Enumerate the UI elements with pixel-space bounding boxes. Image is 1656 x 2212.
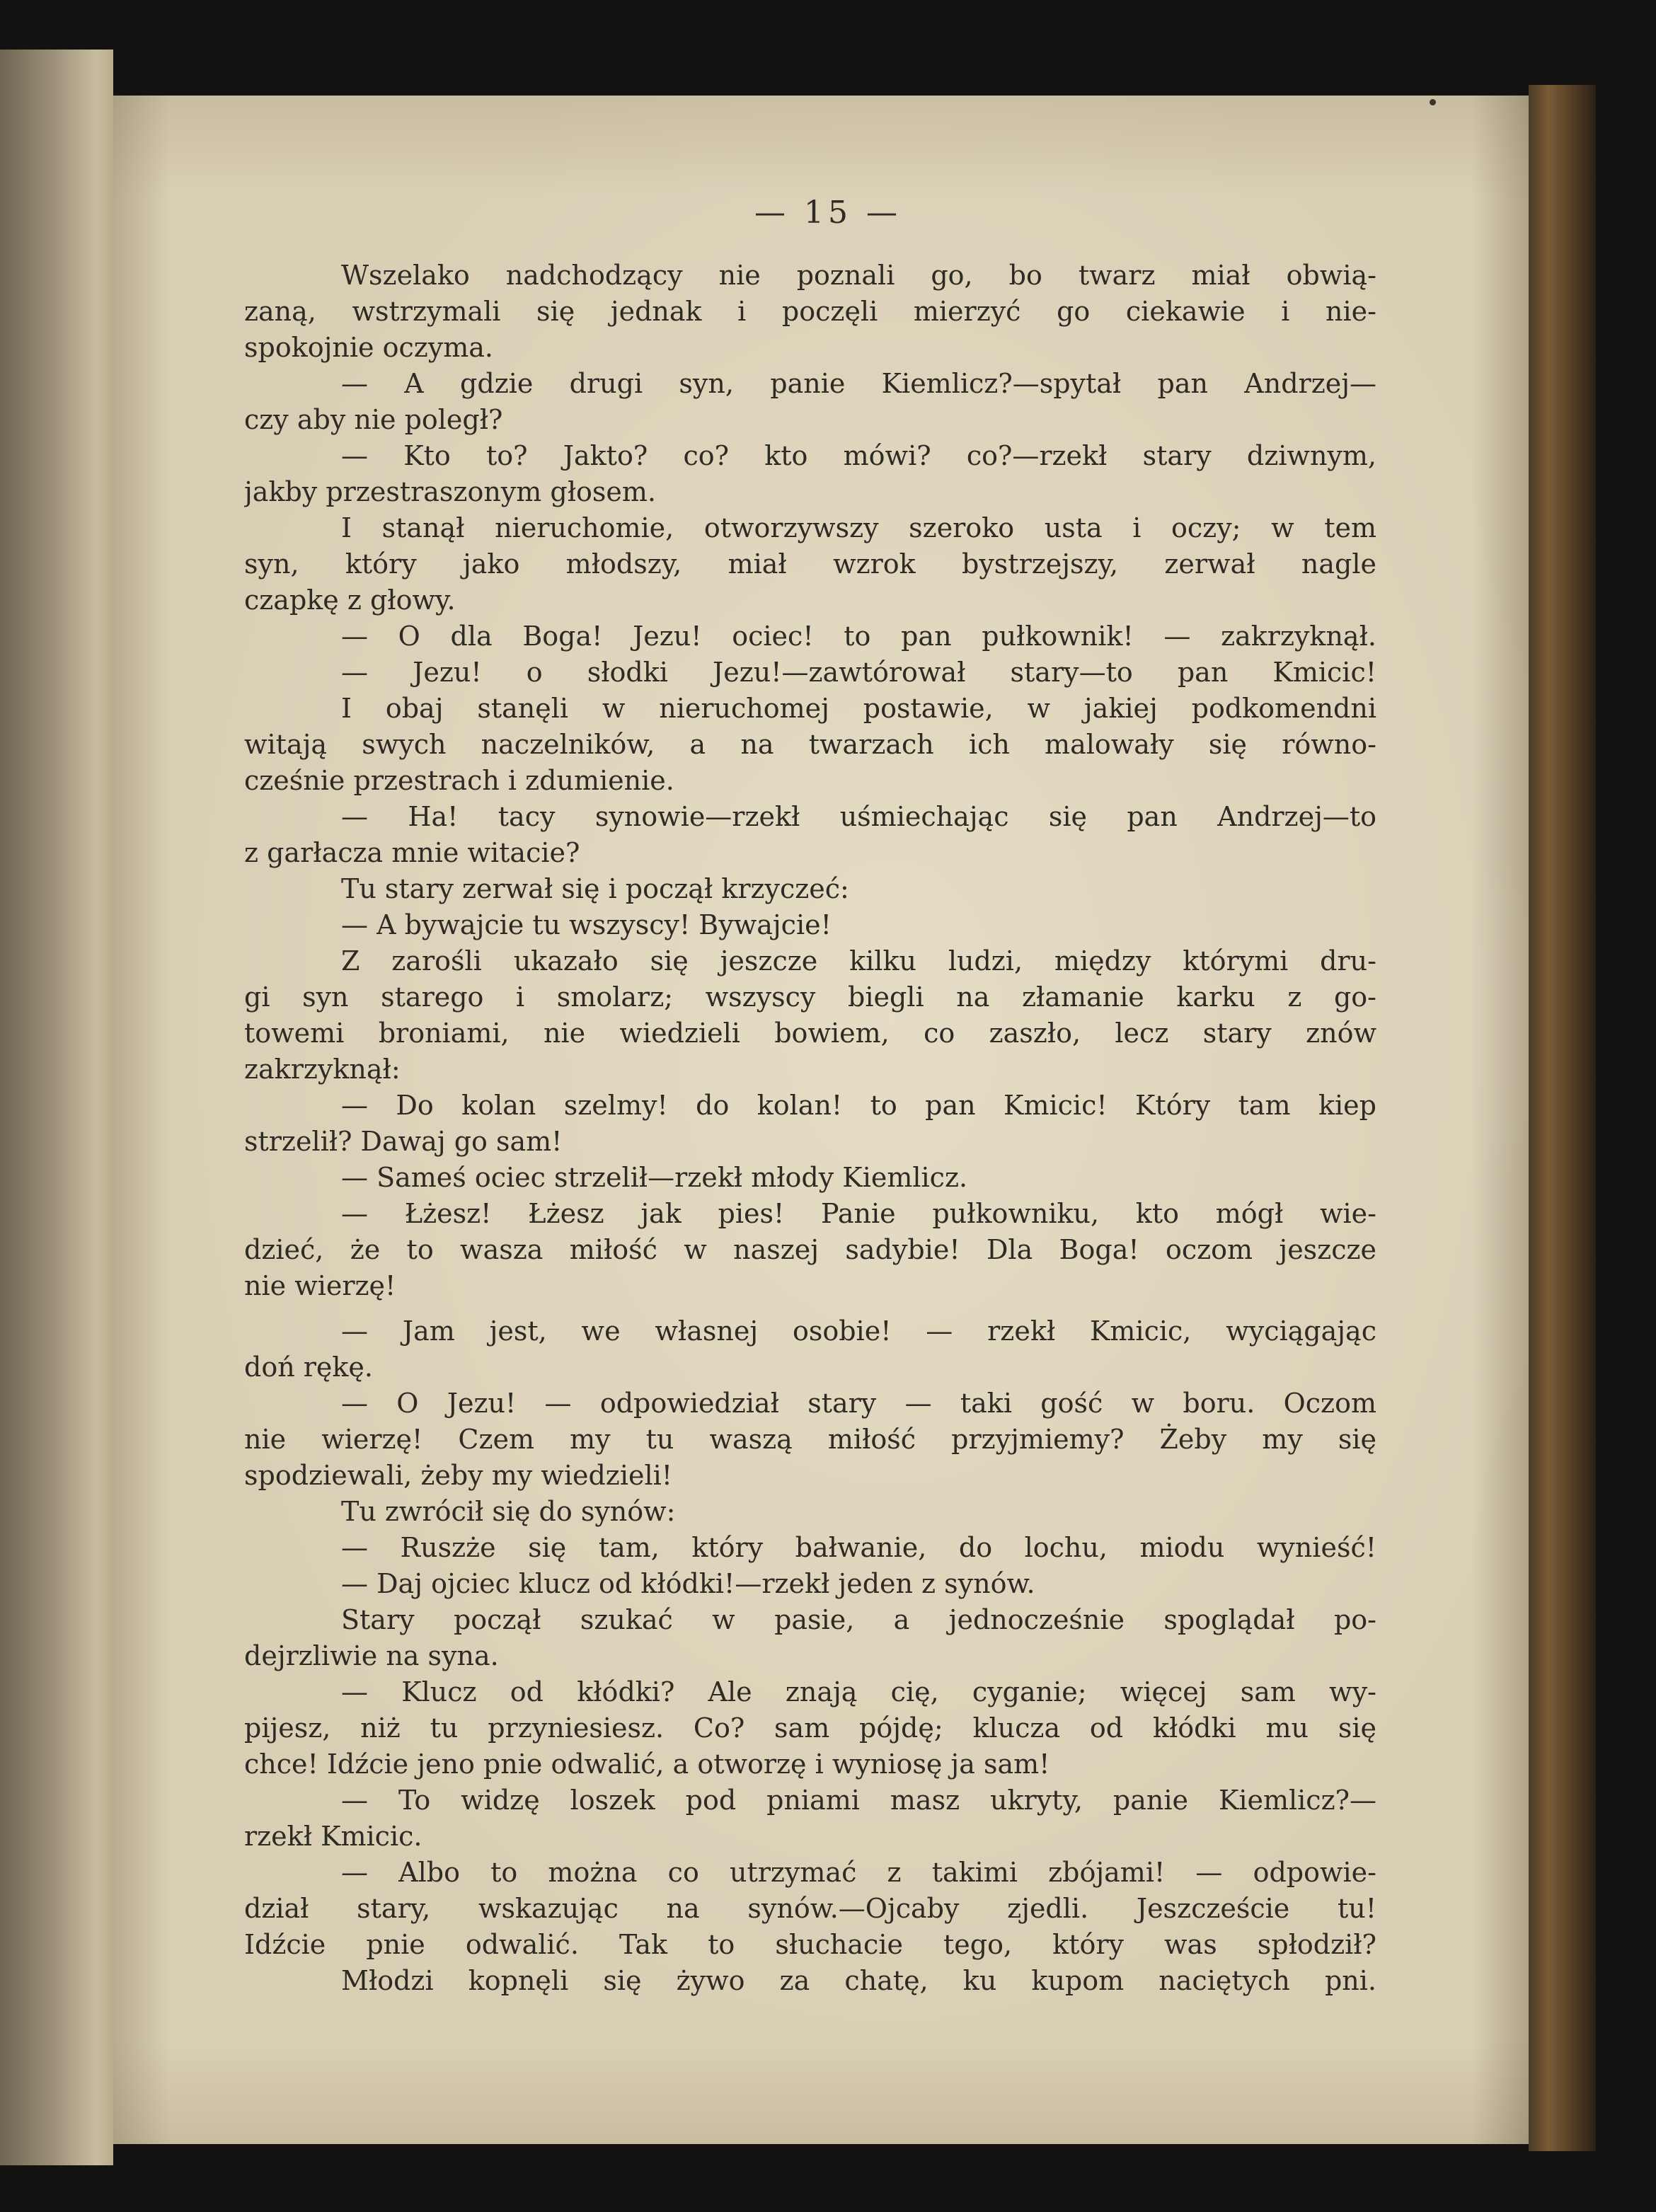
text-line: doń rękę. bbox=[244, 1352, 374, 1383]
text-line: z garłacza mnie witacie? bbox=[244, 837, 580, 868]
text-line: Tu stary zerwał się i począł krzyczeć: bbox=[341, 873, 849, 904]
text-line: — Kto to? Jakto? co? kto mówi? co?—rzekł stary dziwnym, bbox=[341, 440, 1376, 471]
text-line: — Sameś ociec strzelił—rzekł młody Kiemlicz. bbox=[341, 1162, 968, 1193]
text-line: pijesz, niż tu przyniesiesz. Co? sam pójdę; klucza od kłódki mu się bbox=[244, 1712, 1376, 1744]
text-line: dejrzliwie na syna. bbox=[244, 1640, 499, 1671]
text-line: czapkę z głowy. bbox=[244, 584, 456, 616]
text-line: — Łżesz! Łżesz jak pies! Panie pułkowniku, kto mógł wie- bbox=[341, 1198, 1376, 1229]
text-line: — O Jezu! — odpowiedział stary — taki gość w boru. Oczom bbox=[341, 1388, 1376, 1419]
text-line: zakrzyknął: bbox=[244, 1054, 401, 1085]
text-line: — Jam jest, we własnej osobie! — rzekł Kmicic, wyciągając bbox=[341, 1315, 1376, 1347]
text-line: — Ruszże się tam, który bałwanie, do lochu, miodu wynieść! bbox=[341, 1532, 1376, 1563]
previous-page-edge bbox=[0, 50, 113, 2165]
text-line: Wszelako nadchodzący nie poznali go, bo twarz miał obwią- bbox=[341, 260, 1376, 291]
text-line: czy aby nie poległ? bbox=[244, 404, 503, 435]
text-line: Stary począł szukać w pasie, a jednocześnie spoglądał po- bbox=[341, 1604, 1376, 1635]
page-number: — 15 — bbox=[754, 195, 902, 231]
text-line: gi syn starego i smolarz; wszyscy biegli na złamanie karku z go- bbox=[244, 981, 1376, 1013]
text-line: strzelił? Dawaj go sam! bbox=[244, 1126, 563, 1157]
text-line: — A gdzie drugi syn, panie Kiemlicz?—spytał pan Andrzej— bbox=[341, 368, 1376, 399]
text-line: — Klucz od kłódki? Ale znają cię, cyganie; więcej sam wy- bbox=[341, 1676, 1376, 1707]
text-line: — A bywajcie tu wszyscy! Bywajcie! bbox=[341, 909, 832, 940]
text-line: syn, który jako młodszy, miał wzrok bystrzejszy, zerwał nagle bbox=[244, 548, 1376, 580]
text-line: chce! Idźcie jeno pnie odwalić, a otworzę i wyniosę ja sam! bbox=[244, 1749, 1050, 1780]
text-line: — Do kolan szelmy! do kolan! to pan Kmicic! Który tam kiep bbox=[341, 1090, 1376, 1121]
text-line: — To widzę loszek pod pniami masz ukryty, panie Kiemlicz?— bbox=[341, 1785, 1376, 1816]
text-line: — Ha! tacy synowie—rzekł uśmiechając się pan Andrzej—to bbox=[341, 801, 1376, 832]
book-spine bbox=[1529, 85, 1596, 2151]
text-line: Tu zwrócił się do synów: bbox=[341, 1496, 676, 1527]
body-text bbox=[244, 258, 1376, 1999]
text-line: Idźcie pnie odwalić. Tak to słuchacie tego, który was spłodził? bbox=[244, 1929, 1376, 1960]
text-line: rzekł Kmicic. bbox=[244, 1821, 422, 1852]
text-line: jakby przestraszonym głosem. bbox=[244, 476, 657, 507]
text-line: I obaj stanęli w nieruchomej postawie, w jakiej podkomendni bbox=[341, 693, 1376, 724]
text-line: Z zarośli ukazało się jeszcze kilku ludzi, między którymi dru- bbox=[341, 945, 1376, 977]
text-line: nie wierzę! bbox=[244, 1270, 396, 1301]
text-line: — Daj ojciec klucz od kłódki!—rzekł jeden z synów. bbox=[341, 1568, 1035, 1599]
text-line: cześnie przestrach i zdumienie. bbox=[244, 765, 674, 796]
text-line: spokojnie oczyma. bbox=[244, 332, 494, 363]
text-line: zaną, wstrzymali się jednak i poczęli mierzyć go ciekawie i nie- bbox=[244, 296, 1376, 327]
text-line: — O dla Boga! Jezu! ociec! to pan pułkownik! — zakrzyknął. bbox=[341, 621, 1376, 652]
text-line: Młodzi kopnęli się żywo za chatę, ku kupom naciętych pni. bbox=[341, 1965, 1376, 1996]
text-line: I stanął nieruchomie, otworzywszy szeroko usta i oczy; w tem bbox=[341, 512, 1376, 543]
text-line: dział stary, wskazując na synów.—Ojcaby zjedli. Jeszczeście tu! bbox=[244, 1893, 1376, 1924]
text-line: spodziewali, żeby my wiedzieli! bbox=[244, 1460, 673, 1491]
text-line: witają swych naczelników, a na twarzach ich malowały się równo- bbox=[244, 729, 1376, 760]
text-line: — Jezu! o słodki Jezu!—zawtórował stary—to pan Kmicic! bbox=[341, 657, 1376, 688]
paper-speck bbox=[1430, 99, 1436, 105]
text-line: towemi broniami, nie wiedzieli bowiem, co zaszło, lecz stary znów bbox=[244, 1018, 1376, 1049]
text-line: nie wierzę! Czem my tu waszą miłość przyjmiemy? Żeby my się bbox=[244, 1424, 1376, 1455]
text-line: dzieć, że to wasza miłość w naszej sadybie! Dla Boga! oczom jeszcze bbox=[244, 1234, 1376, 1265]
text-line: — Albo to można co utrzymać z takimi zbójami! — odpowie- bbox=[341, 1857, 1376, 1888]
